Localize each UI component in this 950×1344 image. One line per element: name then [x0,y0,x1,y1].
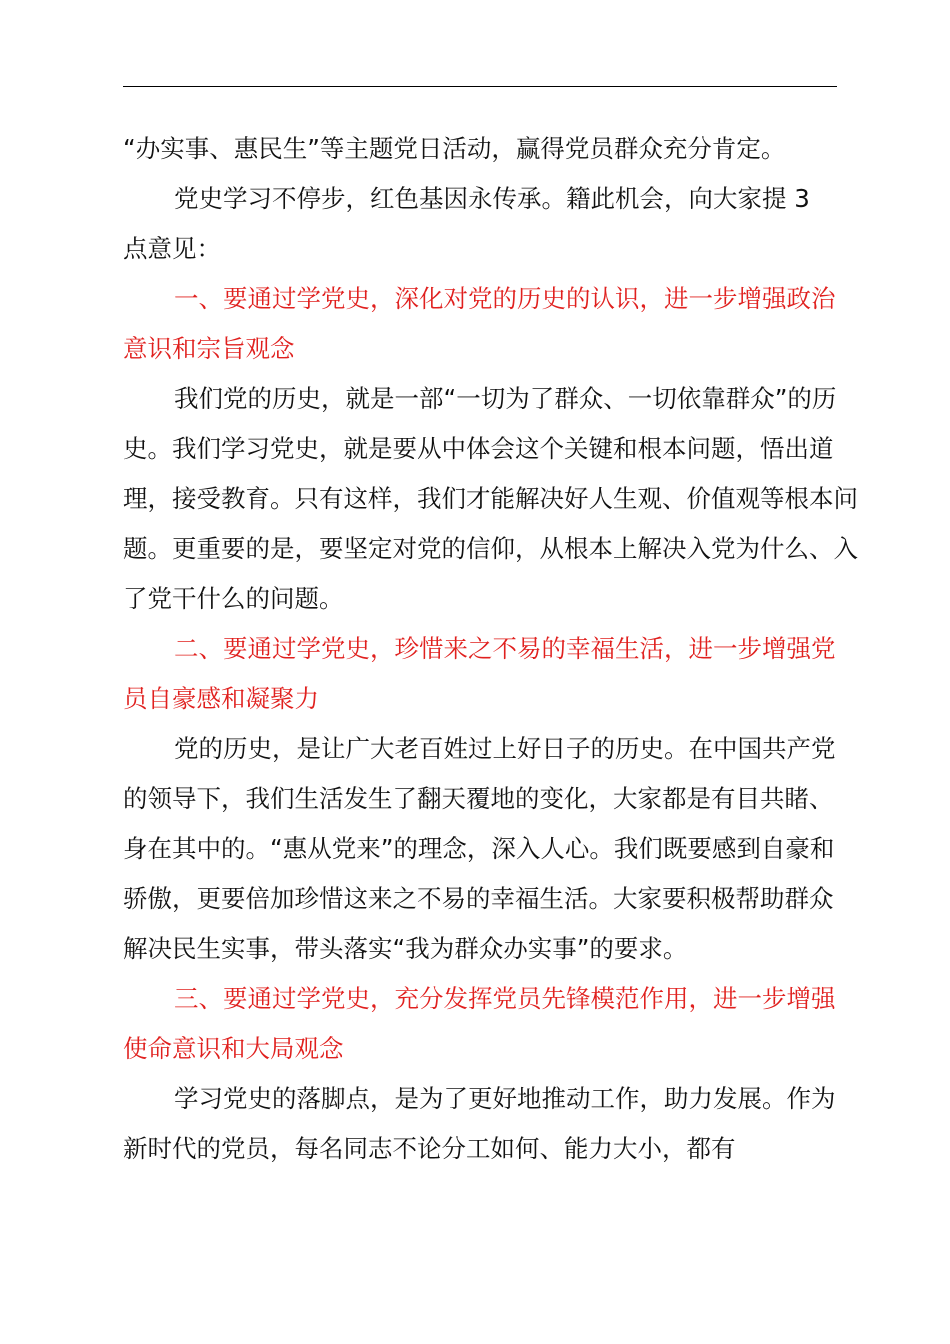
paragraph-continued: “办实事、惠民生”等主题党日活动，赢得党员群众充分肯定。 [123,134,786,163]
section-heading-2: 二、要通过学党史，珍惜来之不易的幸福生活，进一步增强党员自豪感和凝聚力 [123,634,836,713]
paragraph-section-1: 我们党的历史，就是一部“一切为了群众、一切依靠群众”的历史。我们学习党史，就是要从中体会这个关键和根本问题，悟出道理，接受教育。只有这样，我们才能解决好人生观、价值观等根本问题。更重要的是，要坚定对党的信仰，从根本上解决入党为什么、入了党干什么的问题。 [123,384,858,613]
document-body [123,124,863,1174]
paragraph-intro: 党史学习不停步，红色基因永传承。籍此机会，向大家提 3 点意见： [123,184,810,263]
section-heading-1: 一、要通过学党史，深化对党的历史的认识，进一步增强政治意识和宗旨观念 [123,284,836,363]
header-rule [123,86,837,87]
section-heading-3: 三、要通过学党史，充分发挥党员先锋模范作用，进一步增强使命意识和大局观念 [123,984,836,1063]
paragraph-section-2: 党的历史，是让广大老百姓过上好日子的历史。在中国共产党的领导下，我们生活发生了翻天覆地的变化，大家都是有目共睹、身在其中的。“惠从党来”的理念，深入人心。我们既要感到自豪和骄傲，更要倍加珍惜这来之不易的幸福生活。大家要积极帮助群众解决民生实事，带头落实“我为群众办实事”的要求。 [123,734,836,963]
paragraph-section-3: 学习党史的落脚点，是为了更好地推动工作，助力发展。作为新时代的党员，每名同志不论分工如何、能力大小，都有 [123,1084,836,1163]
